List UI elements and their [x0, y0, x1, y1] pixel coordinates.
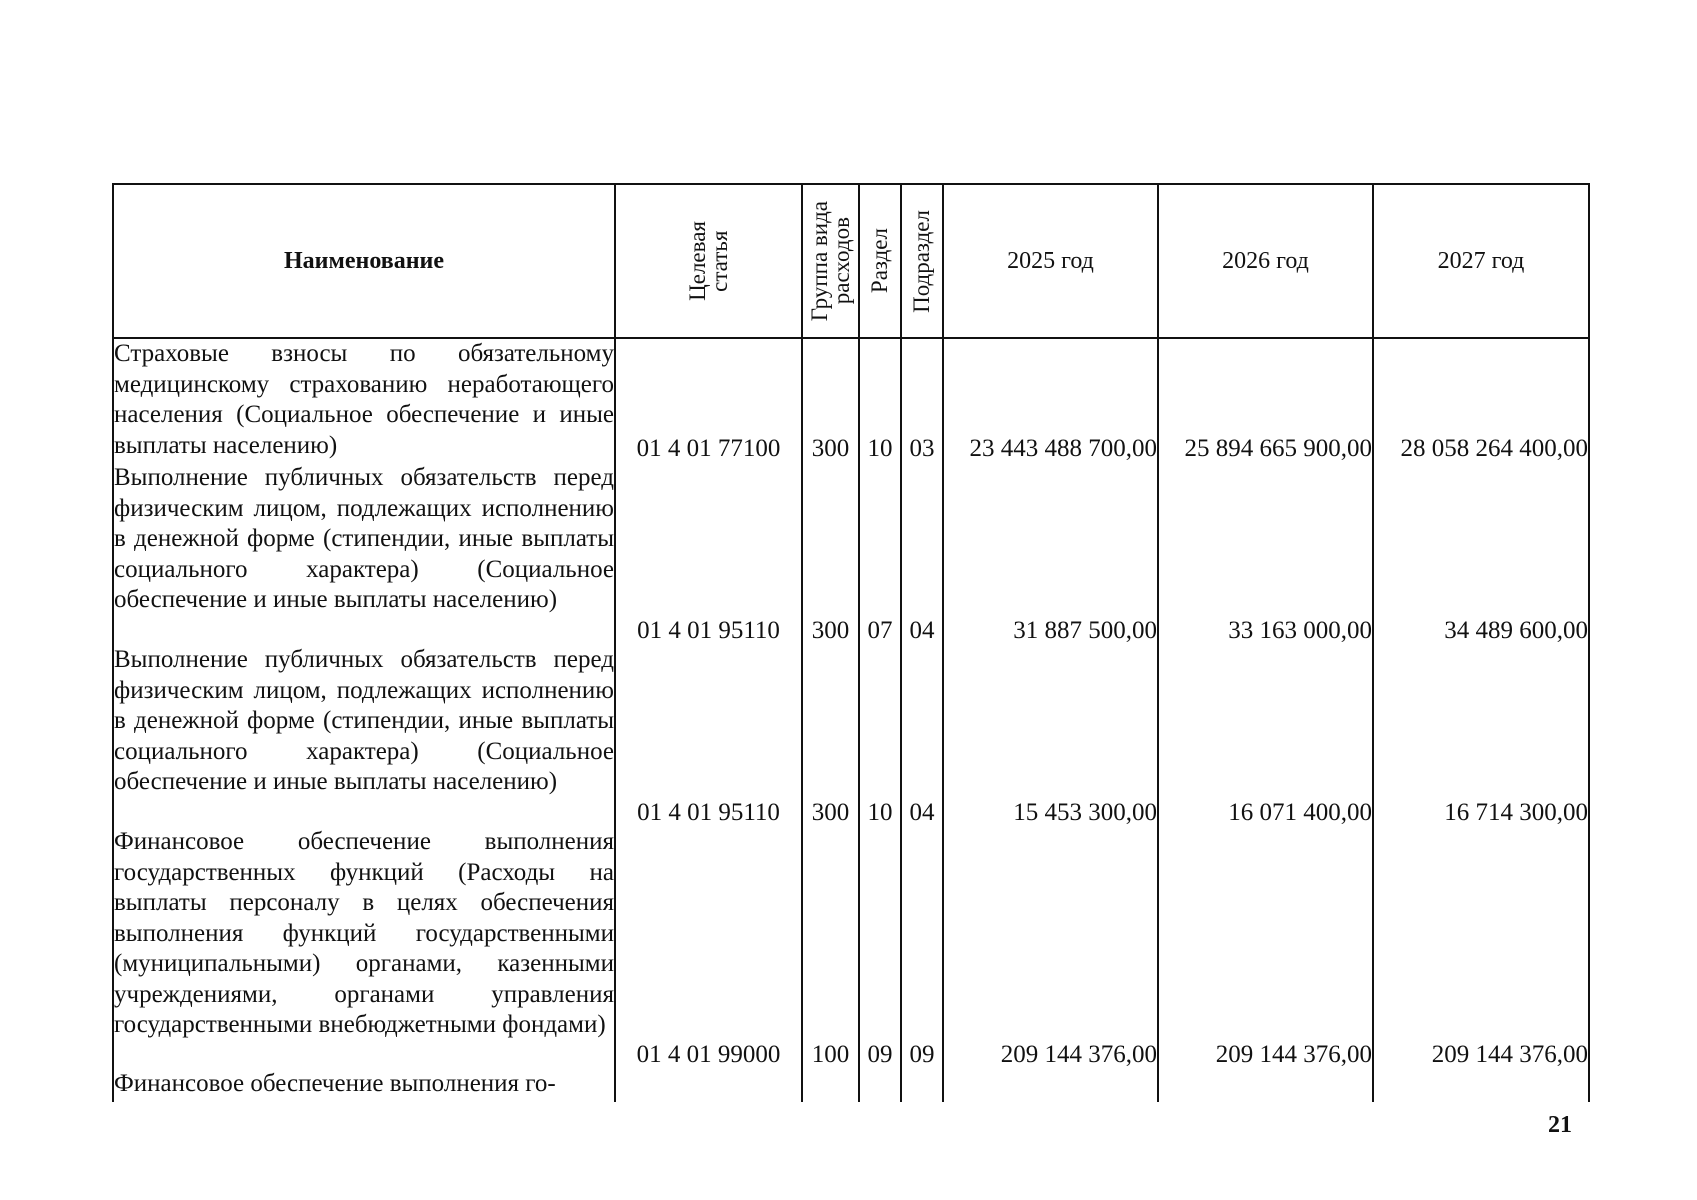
budget-table [112, 183, 1590, 1102]
header-name: Наименование [113, 184, 615, 338]
table-row [113, 645, 1589, 827]
row-2027: 16 714 300,00 [1373, 645, 1589, 827]
row-subsection: 04 [901, 645, 943, 827]
row-name: Выполнение публичных обязательств перед физическим лицом, подлежащих исполнению в денежной форме (стипендии, иные выплаты социального характера) (Социальное обеспечение и иные выплаты населению) [113, 645, 615, 827]
row-target-item: 01 4 01 77100 [615, 338, 802, 463]
row-2025: 209 144 376,00 [943, 827, 1158, 1069]
row-expense-group: 300 [802, 645, 859, 827]
header-subsection: Подраздел [901, 184, 943, 338]
header-2025: 2025 год [943, 184, 1158, 338]
header-section: Раздел [859, 184, 901, 338]
row-2026: 209 144 376,00 [1158, 827, 1373, 1069]
row-expense-group: 300 [802, 338, 859, 463]
table-row [113, 1069, 1589, 1102]
row-2026: 33 163 000,00 [1158, 463, 1373, 645]
header-expense-group: Группа вида расходов [802, 184, 859, 338]
row-section: 09 [859, 827, 901, 1069]
row-name: Выполнение публичных обязательств перед физическим лицом, подлежащих исполнению в денежной форме (стипендии, иные выплаты социального характера) (Социальное обеспечение и иные выплаты населению) [113, 463, 615, 645]
row-target-item: 01 4 01 95110 [615, 463, 802, 645]
row-target-item: 01 4 01 95110 [615, 645, 802, 827]
row-section: 07 [859, 463, 901, 645]
row-2027: 209 144 376,00 [1373, 827, 1589, 1069]
header-2026: 2026 год [1158, 184, 1373, 338]
table-row [113, 463, 1589, 645]
row-2027: 28 058 264 400,00 [1373, 338, 1589, 463]
header-target-item: Целевая статья [615, 184, 802, 338]
row-subsection: 09 [901, 827, 943, 1069]
header-2027: 2027 год [1373, 184, 1589, 338]
row-section: 10 [859, 645, 901, 827]
table-row [113, 338, 1589, 463]
row-subsection: 04 [901, 463, 943, 645]
row-name: Финансовое обеспечение выполнения государственных функций (Расходы на выплаты персоналу в целях обеспечения выполнения функций государственными (муниципальными) органами, казенными учреждениями, органами управления государственными внебюджетными фондами) [113, 827, 615, 1069]
row-name: Финансовое обеспечение выполнения го- [113, 1069, 615, 1102]
row-expense-group: 100 [802, 827, 859, 1069]
row-2025: 23 443 488 700,00 [943, 338, 1158, 463]
table-header-row [113, 184, 1589, 338]
row-section: 10 [859, 338, 901, 463]
row-2025: 31 887 500,00 [943, 463, 1158, 645]
row-2026: 16 071 400,00 [1158, 645, 1373, 827]
row-2026: 25 894 665 900,00 [1158, 338, 1373, 463]
row-name: Страховые взносы по обязательному медицинскому страхованию неработающего населения (Социальное обеспечение и иные выплаты населению) [113, 338, 615, 463]
row-subsection: 03 [901, 338, 943, 463]
table-row [113, 827, 1589, 1069]
page-number: 21 [1548, 1112, 1572, 1138]
row-target-item: 01 4 01 99000 [615, 827, 802, 1069]
row-2027: 34 489 600,00 [1373, 463, 1589, 645]
row-2025: 15 453 300,00 [943, 645, 1158, 827]
row-expense-group: 300 [802, 463, 859, 645]
